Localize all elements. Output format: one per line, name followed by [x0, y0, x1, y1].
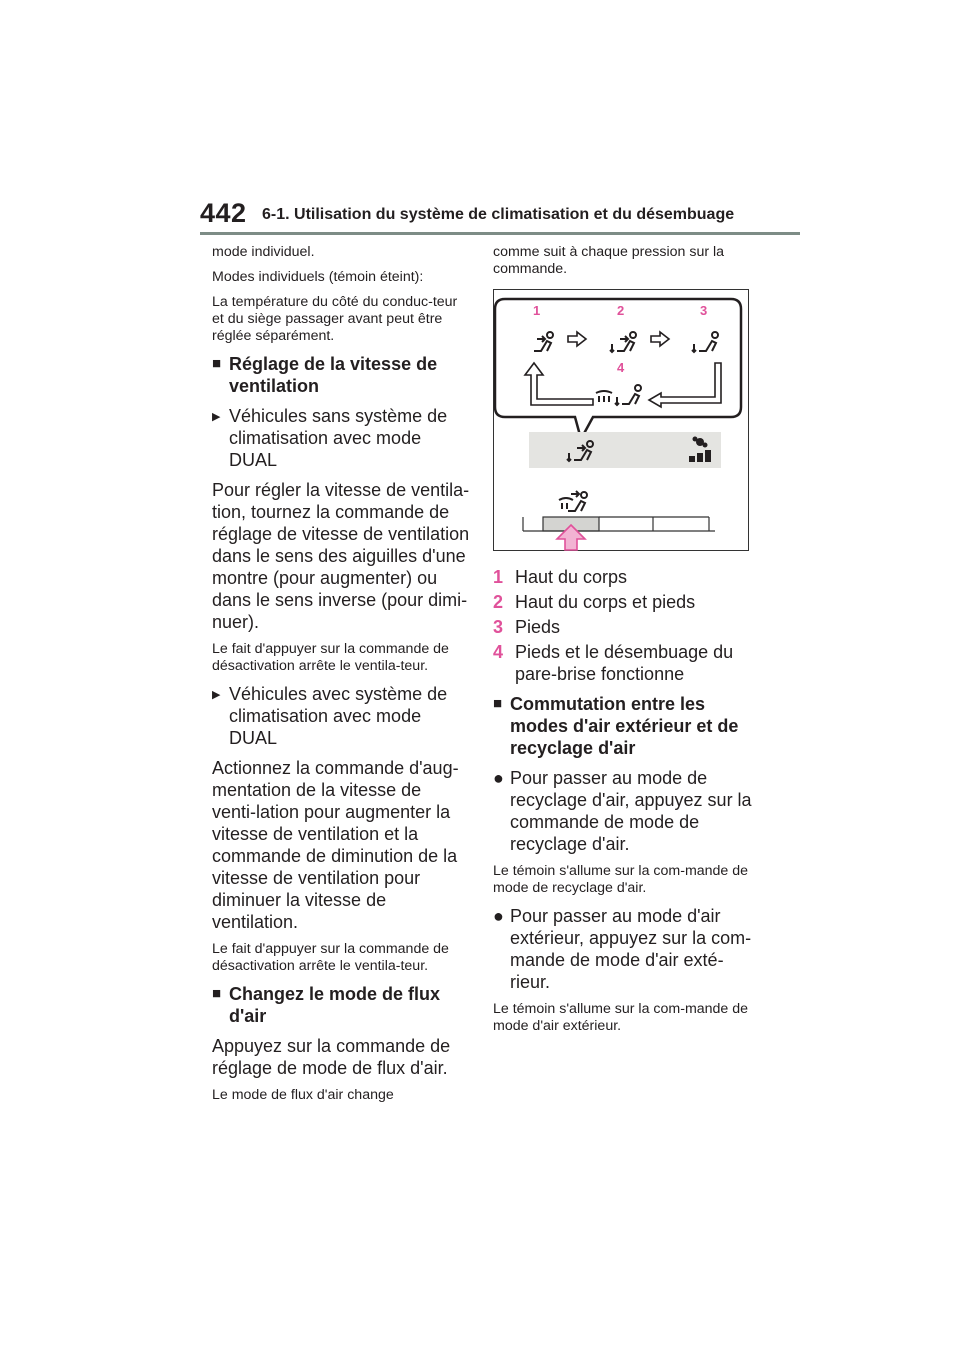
left-column: [212, 244, 470, 1112]
right-column: [493, 244, 755, 1043]
label-3: 3: [700, 303, 708, 318]
bullet-item: [493, 767, 755, 855]
paragraph: La température du côté du conduc-teur et du siège passager avant peut être réglée séparément.: [212, 294, 458, 344]
heading-air-source: [493, 693, 755, 759]
square-marker-icon: ■: [493, 695, 503, 712]
paragraph: Le témoin s'allume sur la com-mande de mode de recyclage d'air.: [493, 863, 749, 896]
bullet-item: [493, 905, 755, 993]
triangle-marker-icon: ▶: [212, 689, 221, 701]
heading-text: Changez le mode de flux d'air: [229, 984, 441, 1026]
list-item: [493, 616, 755, 638]
section-title: 6-1. Utilisation du système de climatisation et du désembuage: [262, 206, 735, 223]
subheading-text: Véhicules sans système de climatisation avec mode DUAL: [229, 406, 448, 470]
heading-text: Commutation entre les modes d'air extérieur et de recyclage d'air: [510, 694, 739, 758]
label-2: 2: [617, 303, 625, 318]
subheading-with-dual: [212, 683, 470, 749]
paragraph: Le fait d'appuyer sur la commande de désactivation arrête le ventila-teur.: [212, 941, 449, 974]
square-marker-icon: ■: [212, 355, 222, 372]
paragraph: Le fait d'appuyer sur la commande de désactivation arrête le ventila-teur.: [212, 641, 449, 674]
subheading-text: Véhicules avec système de climatisation avec mode DUAL: [229, 684, 448, 748]
label-4: 4: [617, 360, 625, 375]
list-item: [493, 566, 755, 588]
paragraph: Le mode de flux d'air change: [212, 1087, 394, 1103]
item-number: 1: [493, 567, 504, 587]
header-rule: [200, 232, 800, 235]
bullet-dot-icon: ●: [493, 768, 504, 788]
paragraph: Pour régler la vitesse de ventila-tion, tournez la commande de réglage de vitesse de ventilation dans le sens des aiguilles d'une montre (pour augmenter) ou dans le sens inverse (pour dimi-nuer).: [212, 480, 470, 632]
square-marker-icon: ■: [212, 985, 222, 1002]
heading-airflow-mode: [212, 983, 470, 1027]
item-text: Haut du corps: [515, 567, 628, 587]
paragraph: Modes individuels (témoin éteint):: [212, 269, 424, 285]
bullet-text: Pour passer au mode d'air extérieur, appuyez sur la com-mande de mode d'air exté-rieur.: [510, 906, 752, 992]
page-number: 442: [200, 198, 247, 228]
paragraph: comme suit à chaque pression sur la commande.: [493, 244, 725, 277]
item-number: 2: [493, 592, 504, 612]
item-text: Pieds: [515, 617, 561, 637]
bullet-text: Pour passer au mode de recyclage d'air, appuyez sur la commande de mode de recyclage d'air.: [510, 768, 752, 854]
heading-text: Réglage de la vitesse de ventilation: [229, 354, 438, 396]
item-text: Pieds et le désembuage du pare-brise fonctionne: [515, 642, 734, 684]
airflow-mode-diagram: [493, 289, 749, 551]
subheading-without-dual: [212, 405, 470, 471]
paragraph: Le témoin s'allume sur la com-mande de mode d'air extérieur.: [493, 1001, 749, 1034]
paragraph: Appuyez sur la commande de réglage de mode de flux d'air.: [212, 1036, 451, 1078]
paragraph: Actionnez la commande d'aug-mentation de la vitesse de venti-lation pour augmenter la vitesse de ventilation et la commande de diminution de la vitesse de ventilation pour diminuer la vitesse de ventilation.: [212, 758, 459, 932]
list-item: [493, 591, 755, 613]
triangle-marker-icon: ▶: [212, 411, 221, 423]
list-item: [493, 641, 755, 685]
heading-fan-speed: [212, 353, 470, 397]
paragraph: mode individuel.: [212, 244, 315, 260]
label-1: 1: [533, 303, 541, 318]
display-panel: [529, 432, 721, 468]
item-number: 3: [493, 617, 504, 637]
bullet-dot-icon: ●: [493, 906, 504, 926]
item-number: 4: [493, 642, 504, 662]
item-text: Haut du corps et pieds: [515, 592, 696, 612]
